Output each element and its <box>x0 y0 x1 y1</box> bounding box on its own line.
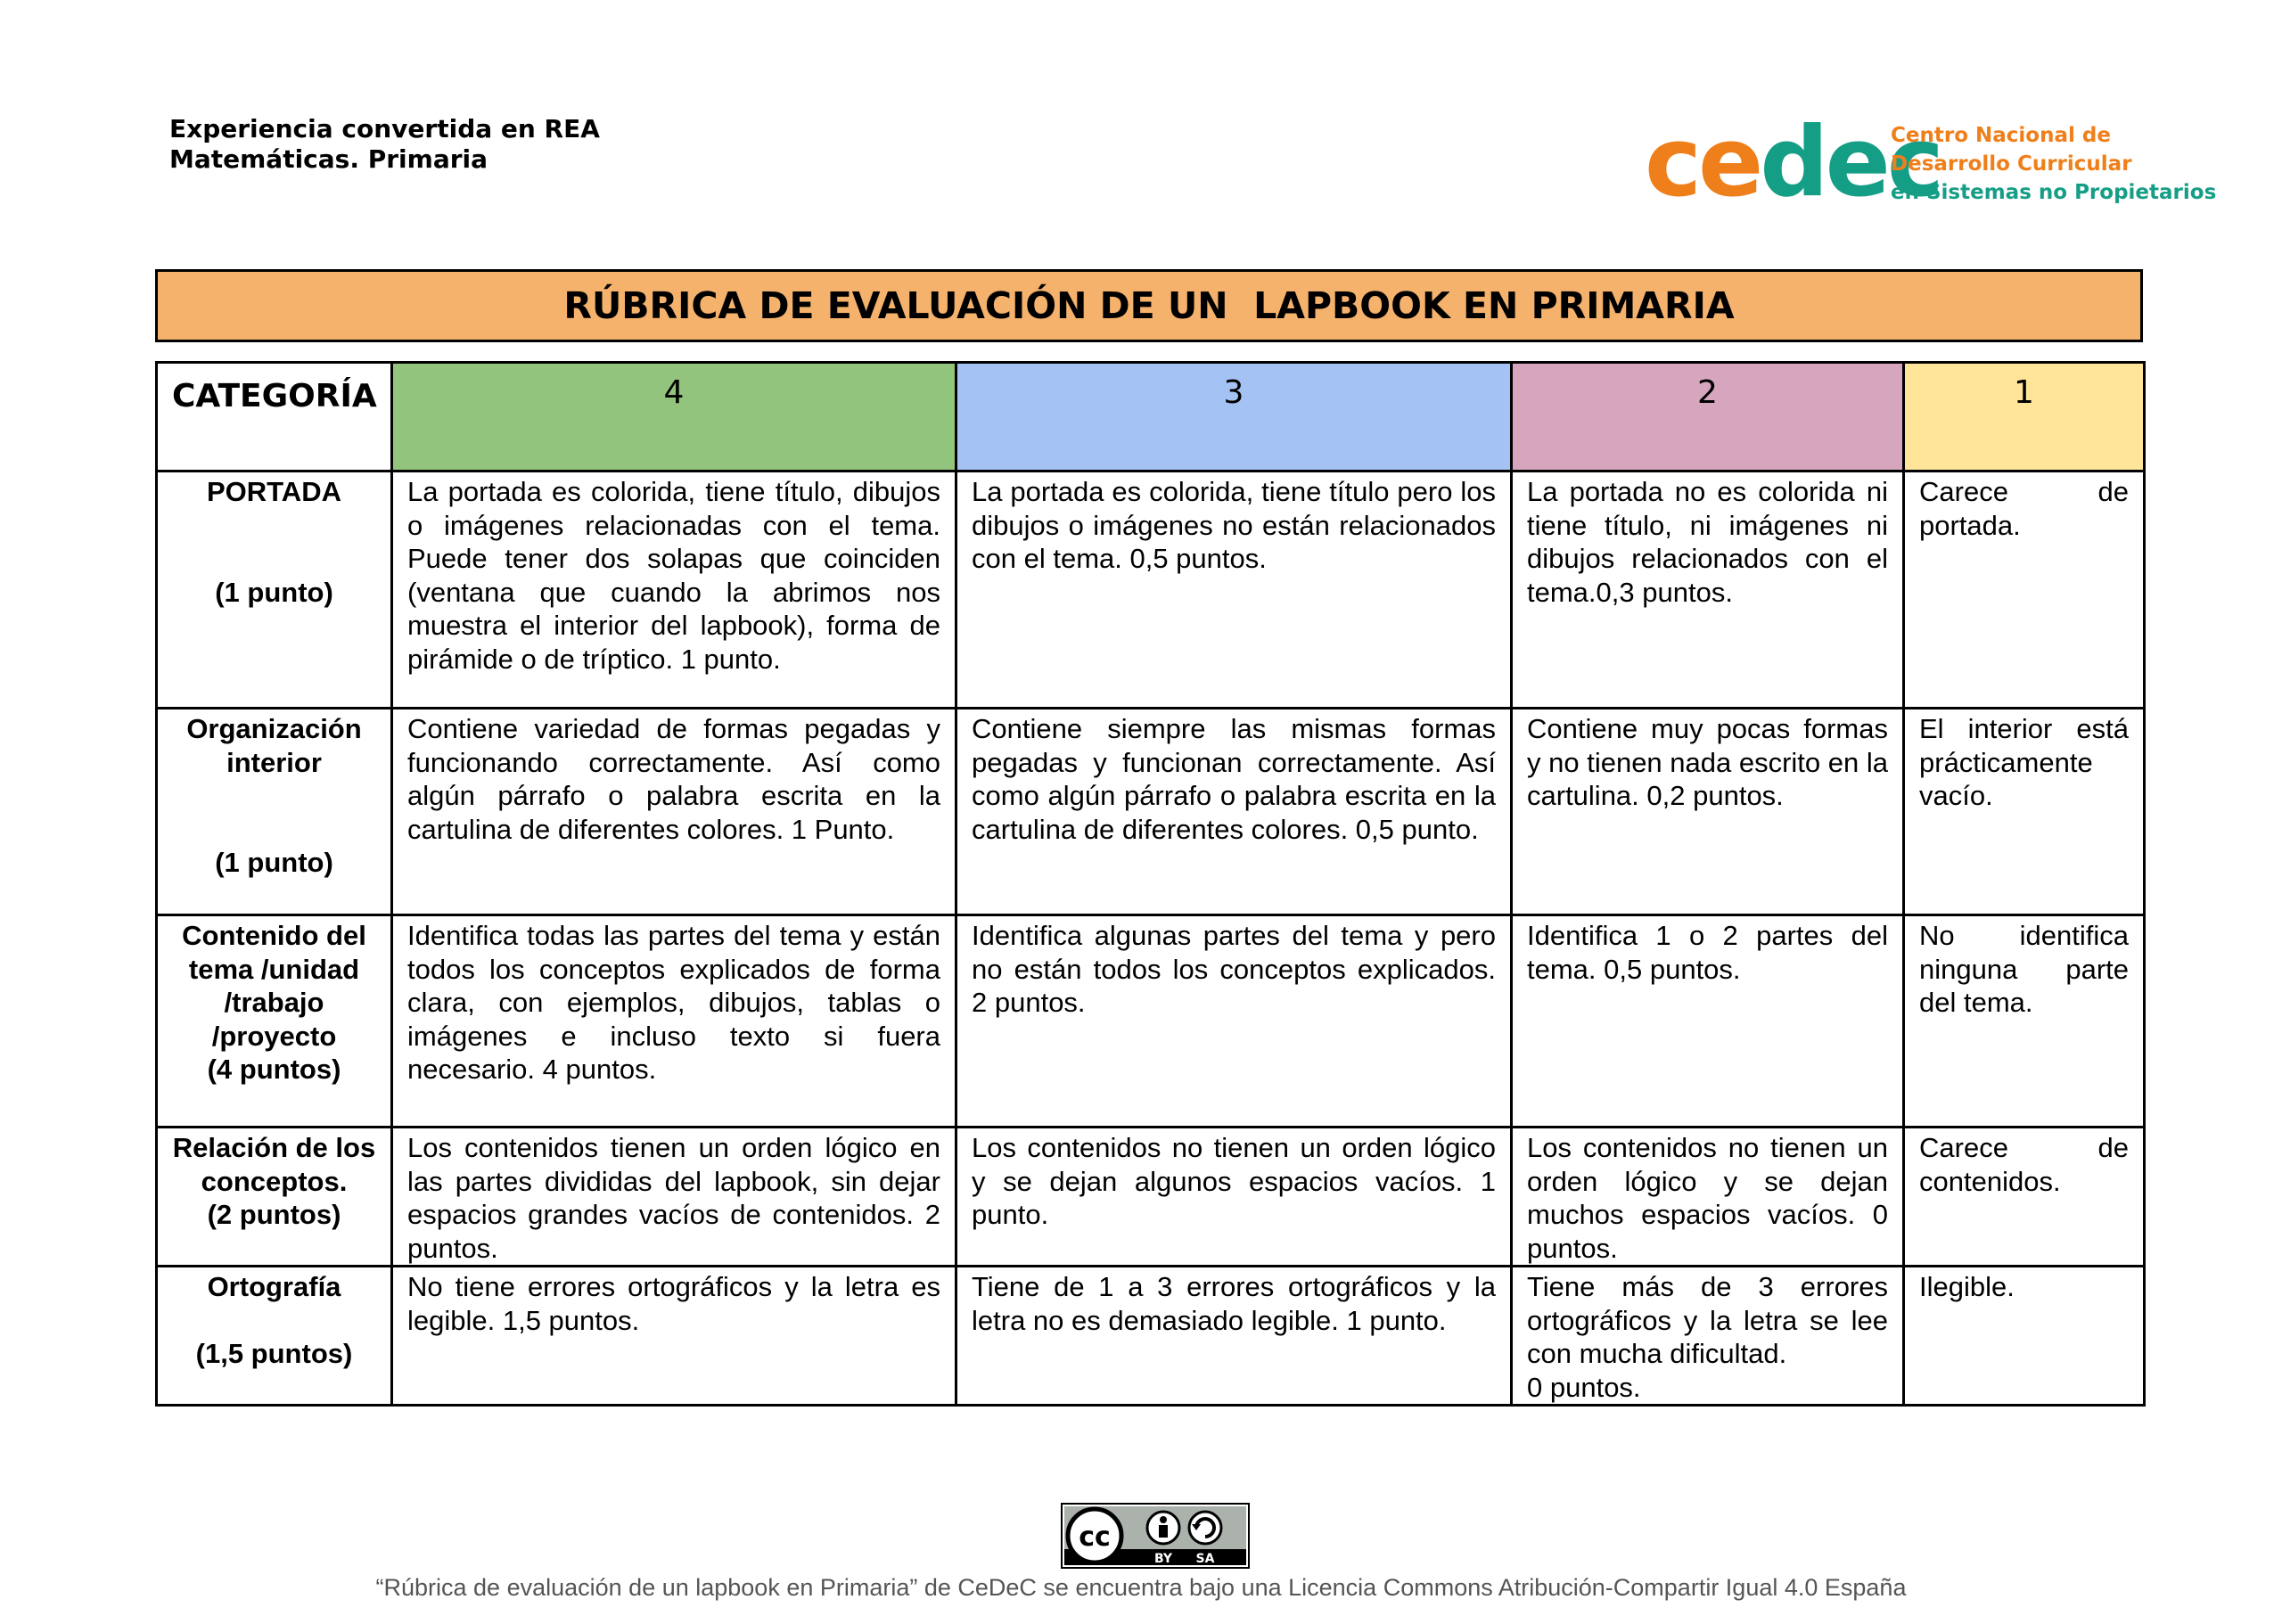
criterion-cell-2: Identifica 1 o 2 partes del tema. 0,5 puntos. <box>1512 915 1904 1128</box>
category-points: (2 puntos) <box>207 1199 341 1230</box>
criterion-cell-3: Contiene siempre las mismas formas pegadas y funcionan correctamente. Así como algún párrafo o palabra escrita en la cartulina de diferentes colores. 0,5 punto. <box>956 709 1512 915</box>
category-points: (1 punto) <box>215 847 333 878</box>
criterion-cell-4: No tiene errores ortográficos y la letra es legible. 1,5 puntos. <box>392 1267 956 1406</box>
criterion-cell-2: Contiene muy pocas formas y no tienen nada escrito en la cartulina. 0,2 puntos. <box>1512 709 1904 915</box>
header-score-4: 4 <box>392 363 956 472</box>
category-cell <box>157 472 392 709</box>
criterion-cell-4: La portada es colorida, tiene título, dibujos o imágenes relacionadas con el tema. Puede tener dos solapas que coinciden (ventana que cuando la abrimos nos muestra el interior del lapbook), forma de pirámide o de tríptico. 1 punto. <box>392 472 956 709</box>
category-cell <box>157 915 392 1128</box>
rubric-table <box>155 361 2146 1407</box>
cedec-logo-word: cedec <box>1645 107 1941 218</box>
logo-sub-line-1: Centro Nacional de <box>1891 124 2111 147</box>
header-category: CATEGORÍA <box>157 363 392 472</box>
badge-sa-label: SA <box>1195 1552 1215 1566</box>
criterion-cell-4: Identifica todas las partes del tema y están todos los conceptos explicados de forma clara, con ejemplos, dibujos, tablas o imágenes e incluso texto si fuera necesario. 4 puntos. <box>392 915 956 1128</box>
cedec-logo <box>1645 107 2217 218</box>
table-row <box>157 915 2145 1128</box>
header-score-3: 3 <box>956 363 1512 472</box>
header-line-subject: Matemáticas. Primaria <box>169 144 488 174</box>
rubric-title: RÚBRICA DE EVALUACIÓN DE UN LAPBOOK EN PRIMARIA <box>155 269 2143 342</box>
criterion-cell-2 <box>1512 1267 1904 1406</box>
criterion-cell-4: Contiene variedad de formas pegadas y funcionando correctamente. Así como algún párrafo o palabra escrita en la cartulina de diferentes colores. 1 Punto. <box>392 709 956 915</box>
cedec-logo-subtitle <box>1891 121 2216 207</box>
license-notice: “Rúbrica de evaluación de un lapbook en Primaria” de CeDeC se encuentra bajo una Licencia Commons Atribución-Compartir Igual 4.0 España <box>375 1574 1907 1601</box>
table-row <box>157 709 2145 915</box>
header-score-2: 2 <box>1512 363 1904 472</box>
cc-by-sa-license-badge <box>1061 1503 1250 1569</box>
category-points: (4 puntos) <box>207 1054 341 1085</box>
cc-icon-label: cc <box>1079 1521 1111 1553</box>
header-score-1: 1 <box>1904 363 2145 472</box>
logo-sub-line-3: en Sistemas no Propietarios <box>1891 181 2217 204</box>
criterion-cell-3: Los contenidos no tienen un orden lógico y se dejan algunos espacios vacíos. 1 punto. <box>956 1128 1512 1267</box>
criterion-cell-1: Carece de contenidos. <box>1904 1128 2145 1267</box>
category-name: Relación de los conceptos. <box>172 1132 376 1197</box>
criterion-cell-2: Los contenidos no tienen un orden lógico y se dejan muchos espacios vacíos. 0 puntos. <box>1512 1128 1904 1267</box>
table-row <box>157 1267 2145 1406</box>
criterion-cell-3: Identifica algunas partes del tema y pero no están todos los conceptos explicados. 2 puntos. <box>956 915 1512 1128</box>
header-row <box>157 363 2145 472</box>
criterion-points-text: 0 puntos. <box>1527 1371 1641 1403</box>
criterion-cell-3: Tiene de 1 a 3 errores ortográficos y la letra no es demasiado legible. 1 punto. <box>956 1267 1512 1406</box>
table-row <box>157 472 2145 709</box>
category-name: Ortografía <box>207 1271 341 1302</box>
category-cell <box>157 1128 392 1267</box>
criterion-cell-1: El interior está prácticamente vacío. <box>1904 709 2145 915</box>
criterion-cell-1: Ilegible. <box>1904 1267 2145 1406</box>
category-name: Organización interior <box>186 713 362 778</box>
criterion-cell-2: La portada no es colorida ni tiene título, ni imágenes ni dibujos relacionados con el tema.0,3 puntos. <box>1512 472 1904 709</box>
header-line-rea: Experiencia convertida en REA <box>169 114 600 144</box>
table-row <box>157 1128 2145 1267</box>
category-points: (1,5 puntos) <box>195 1337 353 1369</box>
category-name: PORTADA <box>207 476 341 507</box>
share-alike-icon <box>1189 1512 1221 1544</box>
category-name: Contenido del tema /unidad /trabajo /proyecto <box>182 920 366 1052</box>
category-cell <box>157 709 392 915</box>
criterion-cell-1: Carece de portada. <box>1904 472 2145 709</box>
logo-sub-line-2: Desarrollo Curricular <box>1891 152 2132 176</box>
criterion-cell-4: Los contenidos tienen un orden lógico en las partes divididas del lapbook, sin dejar espacios grandes vacíos de contenidos. 2 puntos. <box>392 1128 956 1267</box>
badge-by-label: BY <box>1153 1552 1173 1566</box>
criterion-text: Tiene más de 3 errores ortográficos y la letra se lee con mucha dificultad. <box>1527 1271 1888 1369</box>
category-cell <box>157 1267 392 1406</box>
category-points: (1 punto) <box>215 576 333 608</box>
document-header <box>169 114 600 175</box>
criterion-cell-1: No identifica ninguna parte del tema. <box>1904 915 2145 1128</box>
criterion-cell-3: La portada es colorida, tiene título pero los dibujos o imágenes no están relacionados con el tema. 0,5 puntos. <box>956 472 1512 709</box>
